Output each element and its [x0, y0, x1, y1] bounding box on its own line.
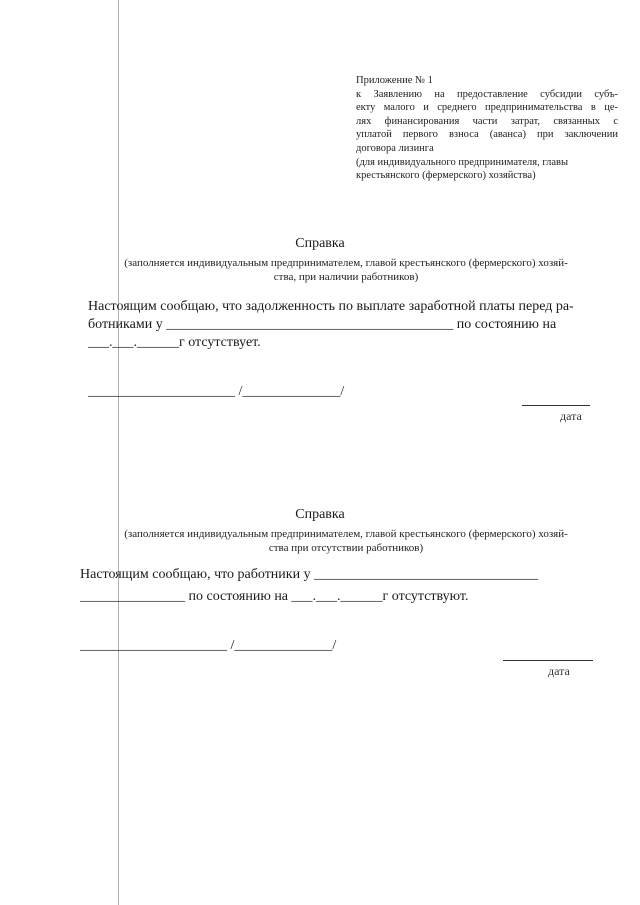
certificate-2-signature-line: _____________________ /______________/: [80, 638, 337, 653]
scan-artifact-line: [118, 0, 119, 905]
certificate-2-body-line1: Настоящим сообщаю, что работники у ________________________________: [80, 567, 539, 582]
appendix-title: Приложение № 1: [356, 75, 433, 86]
certificate-2-date-line: [503, 660, 593, 661]
appendix-line: к Заявлению на предоставление субсидии субъ-: [356, 88, 618, 100]
appendix-line: (для индивидуального предпринимателя, главы: [356, 156, 569, 168]
certificate-1-subtitle-line2: ства, при наличии работников): [273, 271, 419, 283]
certificate-1-signature-line: _____________________ /______________/: [88, 384, 345, 399]
appendix-line: уплатой первого взноса (аванса) при заключении: [356, 129, 618, 141]
certificate-1-body-line2: ботниками у _________________________________________ по состоянию на: [88, 317, 557, 332]
appendix-line: крестьянского (фермерского) хозяйства): [356, 170, 536, 182]
certificate-1-subtitle-line1: (заполняется индивидуальным предпринимателем, главой крестьянского (фермерского) хозяй-: [124, 257, 568, 269]
certificate-1-date-label: дата: [560, 409, 582, 423]
certificate-2-title: Справка: [295, 507, 345, 522]
certificate-2-subtitle-line2: ства при отсутствии работников): [268, 542, 424, 554]
certificate-1-body-line1: Настоящим сообщаю, что задолженность по выплате заработной платы перед ра-: [88, 299, 574, 314]
certificate-2-date-label: дата: [548, 664, 570, 678]
appendix-line: договора лизинга: [356, 142, 434, 154]
appendix-block: [356, 74, 618, 183]
certificate-2-subtitle: [84, 527, 608, 555]
certificate-2-body-line2: _______________ по состоянию на ___.___.______г отсутствуют.: [80, 589, 469, 604]
appendix-line: екту малого и среднего предпринимательства в це-: [356, 102, 618, 114]
certificate-1-subtitle: [84, 256, 608, 284]
certificate-2-subtitle-line1: (заполняется индивидуальным предпринимателем, главой крестьянского (фермерского) хозяй-: [124, 528, 568, 540]
certificate-1-date-line: [522, 405, 590, 406]
appendix-line: лях финансирования части затрат, связанных с: [356, 115, 618, 127]
certificate-1-title: Справка: [295, 236, 345, 251]
certificate-1-body-line3: ___.___.______г отсутствует.: [88, 335, 261, 350]
